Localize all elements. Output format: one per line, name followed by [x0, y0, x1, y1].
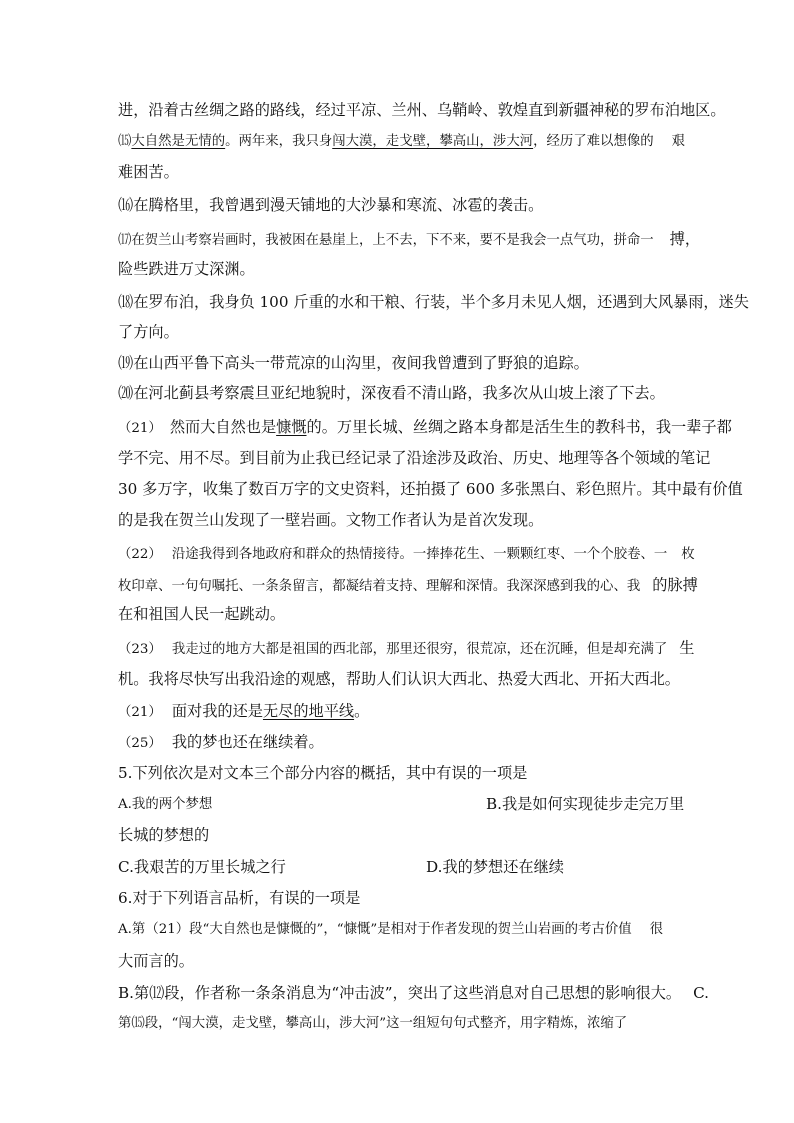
- paragraph-number: （21）: [118, 421, 162, 436]
- paragraph-22-line2: 枚印章、一句句嘱托、一条条留言，都凝结着支持、理解和深情。我深深感到我的心、我 的脉搏: [118, 576, 698, 594]
- paragraph-22: （22） 沿途我得到各地政府和群众的热情接待。一捧捧花生、一颗颗红枣、一个个胶卷、一 枚: [118, 547, 695, 562]
- question-6-stem: 6.对于下列语言品析，有误的一项是: [118, 889, 361, 907]
- paragraph-21-line2: 学不完、用不尽。到目前为止我已经记录了沿途涉及政治、历史、地理等各个领域的笔记: [118, 449, 711, 467]
- underlined-phrase: 大自然是无情的: [131, 134, 226, 149]
- paragraph-21-line4: 的是我在贺兰山发现了一壁岩画。文物工作者认为是首次发现。: [118, 511, 544, 529]
- question-6-option-a: A.第（21）段“大自然也是慷慨的”，“慷慨”是相对于作者发现的贺兰山岩画的考古价值 很: [118, 922, 664, 937]
- paragraph-16: ⒃在腾格里，我曾遇到漫天铺地的大沙暴和寒流、冰雹的袭击。: [118, 196, 544, 214]
- paragraph-22-line3: 在和祖国人民一起跳动。: [118, 605, 286, 623]
- paragraph-25: （25） 我的梦也还在继续着。: [118, 733, 324, 751]
- paragraph-number: （25）: [118, 736, 162, 751]
- question-5-option-d: D.我的梦想还在继续: [426, 858, 564, 876]
- question-6-option-a-cont: 大而言的。: [118, 952, 194, 970]
- question-5-option-c: C.我艰苦的万里长城之行: [118, 858, 286, 876]
- paragraph-number: （21）: [118, 705, 162, 720]
- paragraph-17-cont: 险些跌进万丈深渊。: [118, 260, 255, 278]
- question-6-option-c: 第⒂段，“闯大漠，走戈壁，攀高山，涉大河”这一组短句句式整齐，用字精炼，浓缩了: [118, 1016, 628, 1031]
- paragraph-number: （23）: [118, 642, 162, 657]
- paragraph-21-line3: 30 多万字，收集了数百万字的文史资料，还拍摄了 600 多张黑白、彩色照片。其中最有价值: [118, 480, 743, 498]
- question-6-option-b: B.第⑿段，作者称一条条消息为“冲击波”，突出了这些消息对自己思想的影响很大。 C.: [118, 984, 710, 1002]
- question-5-option-a: A.我的两个梦想: [118, 797, 213, 812]
- paragraph-number: ⒂: [118, 134, 132, 149]
- paragraph-18-cont: 了方向。: [118, 323, 179, 341]
- question-5-option-b: B.我是如何实现徒步走完万里: [486, 795, 685, 813]
- paragraph-17: ⒄在贺兰山考察岩画时，我被困在悬崖上，上不去，下不来，要不是我会一点气功，拼命一 搏，: [118, 230, 700, 248]
- paragraph-15: ⒂大自然是无情的。两年来，我只身闯大漠，走戈壁，攀高山，涉大河，经历了难以想像的 艰: [118, 134, 686, 149]
- paragraph-19: ⒆在山西平鲁下高头一带荒凉的山沟里，夜间我曾遭到了野狼的追踪。: [118, 354, 589, 372]
- question-5-option-b-cont: 长城的梦想的: [118, 826, 210, 844]
- paragraph-15-cont: 难困苦。: [118, 163, 179, 181]
- paragraph-23: （23） 我走过的地方大都是祖国的西北部，那里还很穷，很荒凉，还在沉睡，但是却充满了 生: [118, 639, 695, 657]
- paragraph-21: （21） 然而大自然也是慷慨的。万里长城、丝绸之路本身都是活生生的教科书，我一辈子都: [118, 418, 732, 436]
- question-5-stem: 5.下列依次是对文本三个部分内容的概括，其中有误的一项是: [118, 764, 528, 782]
- paragraph-23-cont: 机。我将尽快写出我沿途的观感，帮助人们认识大西北、热爱大西北、开拓大西北。: [118, 670, 680, 688]
- paragraph-24: （21） 面对我的还是无尽的地平线。: [118, 702, 370, 720]
- paragraph-number: （22）: [118, 547, 162, 562]
- paragraph-18: ⒅在罗布泊，我身负 100 斤重的水和干粮、行装，半个多月未见人烟，还遇到大风暴雨，迷失: [118, 293, 749, 311]
- underlined-phrase: 闯大漠，走戈壁，攀高山，涉大河: [332, 134, 534, 149]
- underlined-phrase: 无尽的地平线: [262, 702, 355, 720]
- underlined-word: 慷慨: [276, 418, 307, 436]
- paragraph-14-end: 进，沿着古丝绸之路的路线，经过平凉、兰州、乌鞘岭、敦煌直到新疆神秘的罗布泊地区。: [118, 101, 726, 119]
- paragraph-20: ⒇在河北蓟县考察震旦亚纪地貌时，深夜看不清山路，我多次从山坡上滚了下去。: [118, 384, 665, 402]
- question-6-option-c-label: C.: [693, 984, 710, 1002]
